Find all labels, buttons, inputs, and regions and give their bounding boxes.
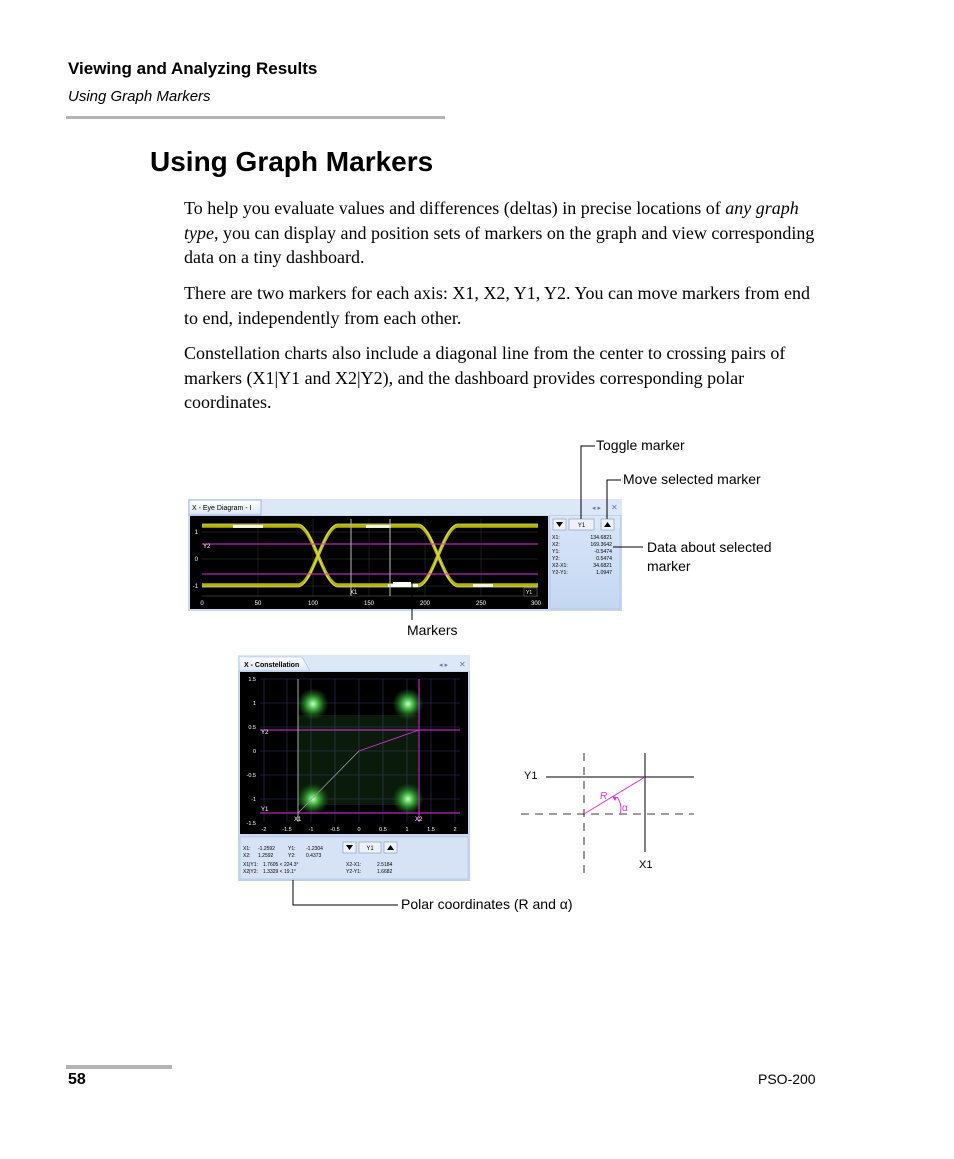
const-dash-value: 1.2592	[258, 853, 274, 859]
eye-x-tick: 300	[530, 601, 542, 607]
const-y-tick: 0	[252, 749, 256, 755]
page-heading: Using Graph Markers	[150, 146, 434, 177]
const-x-tick: 2	[453, 827, 457, 833]
eye-dash-label: X1:	[552, 535, 560, 541]
toggle-marker-label: Y1	[577, 523, 586, 529]
const-y-tick: 1.5	[248, 677, 256, 683]
markers-paragraph: There are two markers for each axis: X1, X2, Y1, Y2. You can move markers from end to end, independently from each other.	[184, 283, 810, 328]
callout-data-about-marker: Data about selected marker	[647, 539, 772, 574]
const-x-tick: 0	[357, 827, 361, 833]
const-dash-label: X2|Y2:	[243, 869, 258, 875]
const-dash-value: -1.2304	[306, 846, 323, 852]
eye-x-tick: 100	[307, 601, 319, 607]
eye-y2-label: Y2	[203, 544, 211, 550]
eye-dash-label: X2-X1:	[552, 563, 568, 569]
eye-dash-value: 0.5474	[596, 556, 612, 562]
callout-polar-coordinates: Polar coordinates (R and α)	[401, 896, 573, 912]
pane-nav-icon[interactable]: ◂ ▸	[592, 505, 601, 512]
eye-x-tick: 50	[254, 601, 262, 607]
eye-y1-label: Y1	[526, 590, 533, 596]
eye-tab-title[interactable]: X - Eye Diagram - I	[192, 505, 252, 512]
polar-diagram	[521, 753, 694, 879]
callout-toggle-marker: Toggle marker	[596, 437, 685, 453]
const-dash-value: -1.2592	[258, 846, 275, 852]
polar-x1-label: X1	[639, 859, 653, 871]
const-x-tick: -1.5	[282, 827, 292, 833]
intro-text-b: , you can display and position sets of markers on the graph and view corresponding data on a tiny dashboard.	[184, 222, 815, 267]
running-header-subtitle: Using Graph Markers	[68, 88, 211, 105]
const-y1-label: Y1	[261, 807, 269, 813]
const-x-tick: -1	[308, 827, 314, 833]
const-dash-value: 1.6682	[377, 869, 393, 875]
const-x-tick: -2	[261, 827, 267, 833]
const-dash-label: Y2-Y1:	[346, 869, 362, 875]
footer-rule	[66, 1065, 172, 1069]
const-dash-value: 2.5184	[377, 862, 393, 868]
eye-x-tick: 150	[363, 601, 375, 607]
const-y-tick: 1	[252, 701, 256, 707]
callout-move-selected-marker: Move selected marker	[623, 471, 761, 487]
eye-dash-value: 169.3642	[590, 542, 612, 548]
eye-x-tick: 250	[475, 601, 487, 607]
eye-dash-value: -0.5474	[594, 549, 612, 555]
eye-y-tick: -1	[192, 584, 198, 590]
eye-y-tick: 1	[194, 530, 198, 536]
eye-dash-label: X2:	[552, 542, 560, 548]
intro-emphasis: any graph type	[184, 198, 799, 243]
const-x-tick: 0.5	[379, 827, 387, 833]
pane-nav-icon[interactable]: ◂ ▸	[439, 662, 448, 669]
const-y-tick: -1.5	[246, 821, 256, 827]
eye-dash-value: 134.6821	[590, 535, 612, 541]
eye-dash-value: 34.6821	[593, 563, 612, 569]
const-dash-label: Y2:	[288, 853, 296, 859]
eye-dash-value: 1.0947	[596, 570, 612, 576]
eye-y-tick: 0	[194, 557, 198, 563]
running-header-title: Viewing and Analyzing Results	[68, 59, 318, 78]
polar-y1-label: Y1	[524, 770, 538, 782]
const-x-tick: -0.5	[330, 827, 340, 833]
constellation-tab-title[interactable]: X - Constellation	[244, 662, 300, 669]
intro-text-a: To help you evaluate values and differences (deltas) in precise locations of	[184, 198, 726, 218]
const-dash-label: X1:	[243, 846, 251, 852]
const-dash-label: Y1:	[288, 846, 296, 852]
toggle-marker-label: Y1	[366, 846, 374, 852]
eye-dash-label: Y2-Y1:	[552, 570, 568, 576]
const-dash-label: X1|Y1:	[243, 862, 258, 868]
const-dash-label: X2-X1:	[346, 862, 362, 868]
product-name: PSO-200	[758, 1071, 816, 1087]
eye-dash-label: Y1:	[552, 549, 560, 555]
const-x-tick: 1.5	[427, 827, 435, 833]
const-dash-value: 1.3329 < 19.1°	[263, 869, 296, 875]
const-x1-label: X1	[294, 817, 302, 823]
callout-markers: Markers	[407, 622, 458, 638]
const-y2-label: Y2	[261, 730, 269, 736]
polar-r-label: R	[600, 791, 608, 802]
eye-dash-label: Y2:	[552, 556, 560, 562]
const-x2-label: X2	[415, 817, 423, 823]
callout-leader-lines	[293, 446, 643, 905]
eye-x1-label: X1	[350, 590, 358, 596]
const-y-tick: -0.5	[246, 773, 256, 779]
eye-x-tick: 200	[419, 601, 431, 607]
const-dash-label: X2:	[243, 853, 251, 859]
const-y-tick: 0.5	[248, 725, 256, 731]
close-icon[interactable]: ✕	[611, 503, 618, 512]
const-dash-value: 1.7605 < 224.3°	[263, 862, 299, 868]
const-dash-value: 0.4373	[306, 853, 322, 859]
constellation-paragraph: Constellation charts also include a diagonal line from the center to crossing pairs of markers (X1|Y1 and X2|Y2), and the dashboard provides corresponding polar coordinates.	[184, 343, 786, 412]
page-number: 58	[68, 1071, 86, 1088]
const-x-tick: 1	[405, 827, 409, 833]
close-icon[interactable]: ✕	[459, 660, 466, 669]
polar-alpha-label: α	[622, 803, 628, 814]
const-y-tick: -1	[251, 797, 256, 803]
eye-x-tick: 0	[200, 601, 204, 607]
